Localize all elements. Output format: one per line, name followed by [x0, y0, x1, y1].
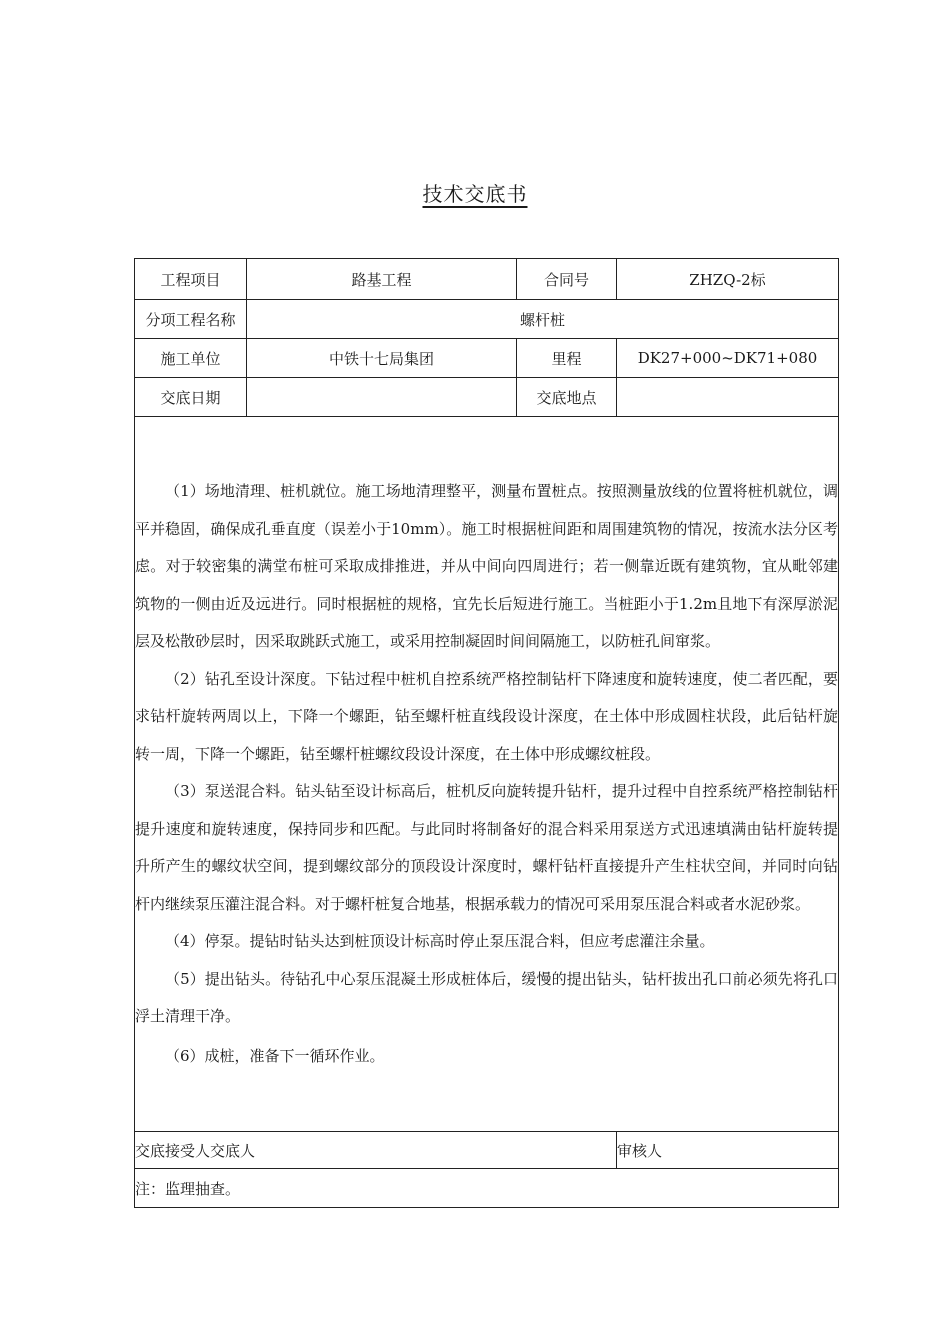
signature-row [135, 1132, 839, 1169]
content-paragraph-1: （1）场地清理、桩机就位。施工场地清理整平，测量布置桩点。按照测量放线的位置将桩机就位，调平并稳固，确保成孔垂直度（误差小于10mm）。施工时根据桩间距和周围建筑物的情况，按流水法分区考虑。对于较密集的满堂布桩可采取成排推进，并从中间向四周进行；若一侧靠近既有建筑物，宜从毗邻建筑物的一侧由近及远进行。同时根据桩的规格，宜先长后短进行施工。当桩距小于1.2m且地下有深厚淤泥层及松散砂层时，因采取跳跃式施工，或采用控制凝固时间间隔施工，以防桩孔间窜浆。 [135, 482, 838, 650]
content-row [135, 417, 839, 1132]
info-row-project [135, 259, 839, 300]
content-paragraph-5: （5）提出钻头。待钻孔中心泵压混凝土形成桩体后，缓慢的提出钻头，钻杆拔出孔口前必须先将孔口浮土清理干净。 [135, 969, 838, 1025]
content-paragraph-2: （2）钻孔至设计深度。下钻过程中桩机自控系统严格控制钻杆下降速度和旋转速度，使二者匹配，要求钻杆旋转两周以上，下降一个螺距，钻至螺杆桩直线段设计深度，在土体中形成圆柱状段，此后钻杆旋转一周，下降一个螺距，钻至螺杆桩螺纹段设计深度，在土体中形成螺纹桩段。 [135, 669, 838, 763]
content-paragraph-4: （4）停泵。提钻时钻头达到桩顶设计标高时停止泵压混合料，但应考虑灌注余量。 [165, 932, 715, 950]
info-row-unit [135, 339, 839, 378]
document-title: 技术交底书 [422, 182, 528, 206]
contract-value: ZHZQ-2标 [617, 259, 839, 300]
tech-disclosure-form [134, 258, 839, 1208]
project-label: 工程项目 [135, 259, 247, 300]
unit-value: 中铁十七局集团 [247, 339, 517, 378]
receivers-label: 交底接受人交底人 [135, 1132, 617, 1169]
subproject-value: 螺杆桩 [247, 300, 839, 339]
date-value [247, 378, 517, 417]
note-text: 注：监理抽查。 [135, 1169, 839, 1208]
location-label: 交底地点 [517, 378, 617, 417]
contract-label: 合同号 [517, 259, 617, 300]
date-label: 交底日期 [135, 378, 247, 417]
project-value: 路基工程 [247, 259, 517, 300]
content-paragraph-3: （3）泵送混合料。钻头钻至设计标高后，桩机反向旋转提升钻杆，提升过程中自控系统严格控制钻杆提升速度和旋转速度，保持同步和匹配。与此同时将制备好的混合料采用泵送方式迅速填满由钻杆旋转提升所产生的螺纹状空间，提到螺纹部分的顶段设计深度时，螺杆钻杆直接提升产生柱状空间，并同时向钻杆内继续泵压灌注混合料。对于螺杆桩复合地基，根据承载力的情况可采用泵压混合料或者水泥砂浆。 [135, 782, 838, 913]
info-row-date [135, 378, 839, 417]
reviewer-label: 审核人 [617, 1132, 839, 1169]
disclosure-content [135, 417, 839, 1132]
info-row-subproject [135, 300, 839, 339]
mileage-label: 里程 [517, 339, 617, 378]
mileage-value: DK27+000~DK71+080 [617, 339, 839, 378]
subproject-label: 分项工程名称 [135, 300, 247, 339]
content-paragraph-6: （6）成桩，准备下一循环作业。 [165, 1046, 385, 1065]
unit-label: 施工单位 [135, 339, 247, 378]
note-row [135, 1169, 839, 1208]
location-value [617, 378, 839, 417]
